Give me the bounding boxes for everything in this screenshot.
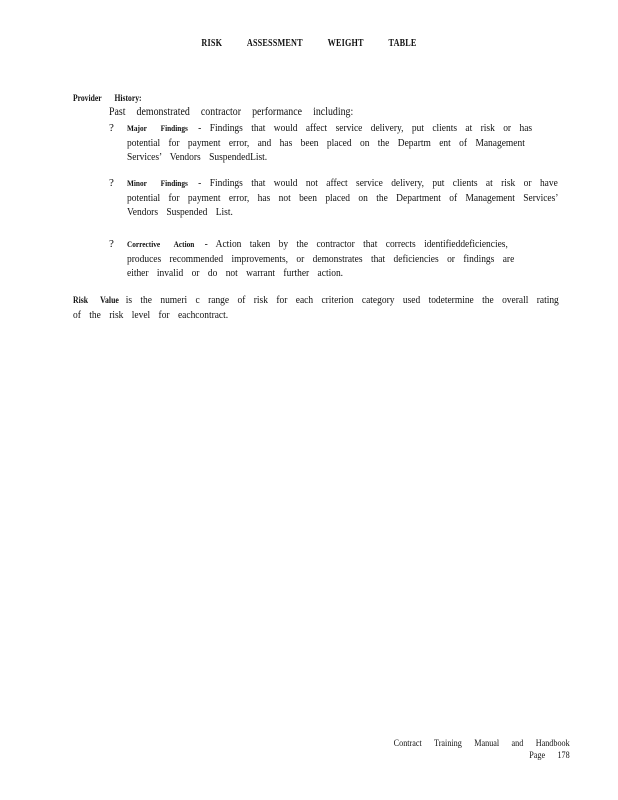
intro-text: Past demonstrated contractor performance including: — [109, 106, 354, 118]
section-label: Provider History: — [73, 94, 142, 104]
term-minor-findings: Minor Findings — [127, 178, 188, 188]
bullet-glyph: ? — [109, 122, 114, 134]
item-line: either invalid or do not warrant further action. — [127, 267, 344, 279]
item-line: potential for payment error, has not been placed on the Department of Management Services’ — [127, 191, 559, 204]
footer-page-number: Page 178 — [529, 751, 570, 761]
item-line: potential for payment error, and has been placed on the Departm ent of Management — [127, 136, 525, 149]
item-line: Vendors Suspended List. — [127, 206, 233, 218]
bullet-glyph: ? — [109, 238, 114, 250]
page-footer — [365, 738, 570, 762]
item-line: - Findings that would affect service delivery, put clients at risk or has — [198, 122, 533, 134]
item-line: Services’ Vendors SuspendedList. — [127, 151, 268, 163]
paragraph-line: is the numeri c range of risk for each criterion category used todetermine the overall rating — [125, 294, 559, 306]
risk-value-paragraph — [73, 293, 573, 322]
paragraph-line: of the risk level for eachcontract. — [73, 308, 229, 321]
item-line: - Findings that would not affect service delivery, put clients at risk or have — [198, 177, 558, 189]
item-line: - Action taken by the contractor that corrects identifieddeficiencies, — [204, 238, 508, 250]
term-major-findings: Major Findings — [127, 123, 188, 133]
bullet-glyph: ? — [109, 177, 114, 189]
page-title: RISK ASSESSMENT WEIGHT TABLE — [201, 38, 417, 49]
item-line: produces recommended improvements, or demonstrates that deficiencies or findings are — [127, 252, 515, 265]
footer-manual-title: Contract Training Manual and Handbook — [393, 739, 570, 749]
term-corrective-action: Corrective Action — [127, 239, 195, 249]
term-risk-value: Risk Value — [73, 295, 119, 305]
